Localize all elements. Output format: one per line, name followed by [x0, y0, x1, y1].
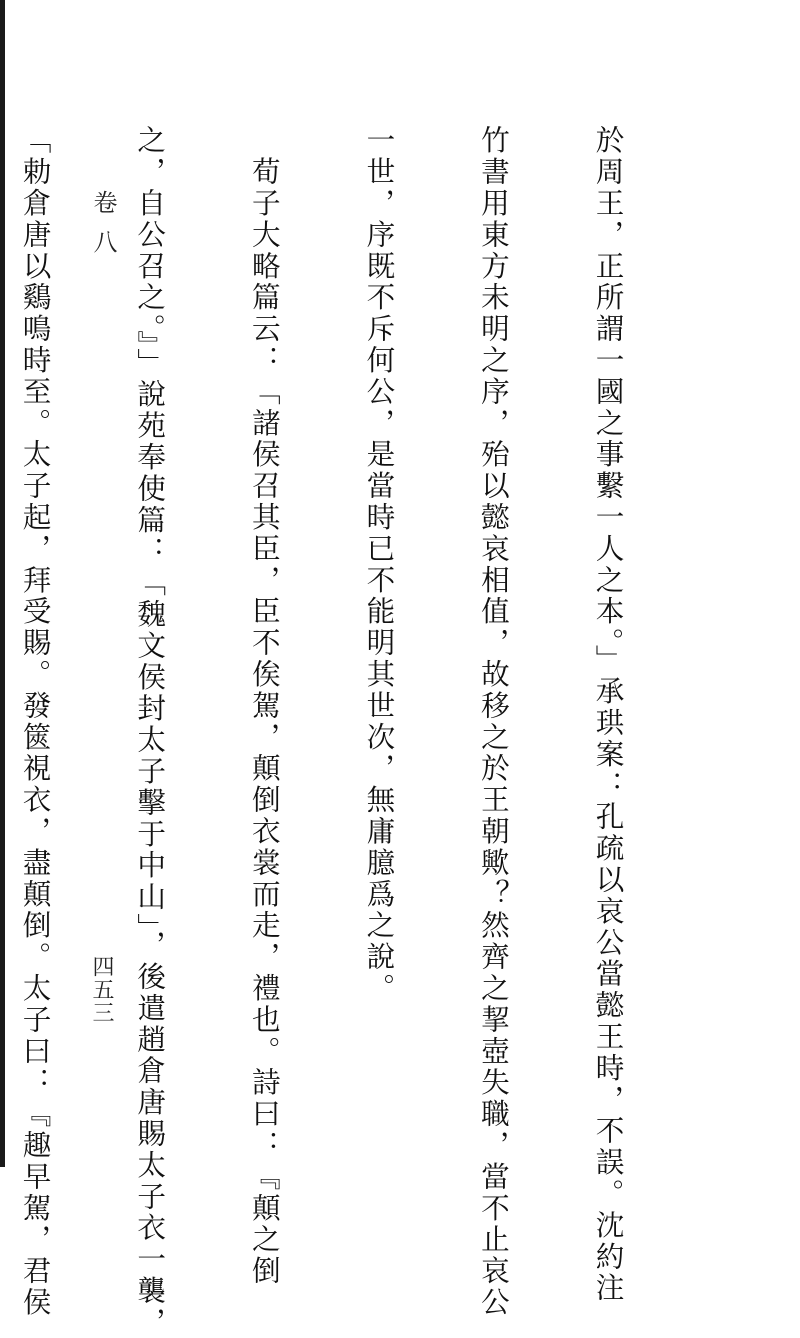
page-number: 四五三: [89, 955, 114, 1024]
text-column: 於周王，正所謂一國之事繫一人之本。」承珙案：孔疏以哀公當懿王時，不誤。沈約注: [591, 125, 626, 1304]
text-column: 荀子大略篇云：「諸侯召其臣，臣不俟駕，顛倒衣裳而走，禮也。詩曰：『顛之倒: [247, 125, 282, 1287]
juan-header: 卷 八: [89, 190, 117, 258]
text-column: 竹書用東方未明之序，殆以懿哀相值，故移之於王朝歟？然齊之挈壺失職，當不止哀公: [476, 125, 511, 1319]
text-column: 之，自公召之。』」說苑奉使篇：「魏文侯封太子擊于中山」，後遣趙倉唐賜太子衣一襲，: [133, 125, 168, 1338]
text-column: 「勅倉唐以鷄鳴時至。太子起，拜受賜。發篋視衣，盡顛倒。太子曰：『趣早駕，君侯: [18, 125, 53, 1319]
text-column: 一世，序既不斥何公，是當時已不能明其世次，無庸臆爲之說。: [362, 125, 397, 1005]
